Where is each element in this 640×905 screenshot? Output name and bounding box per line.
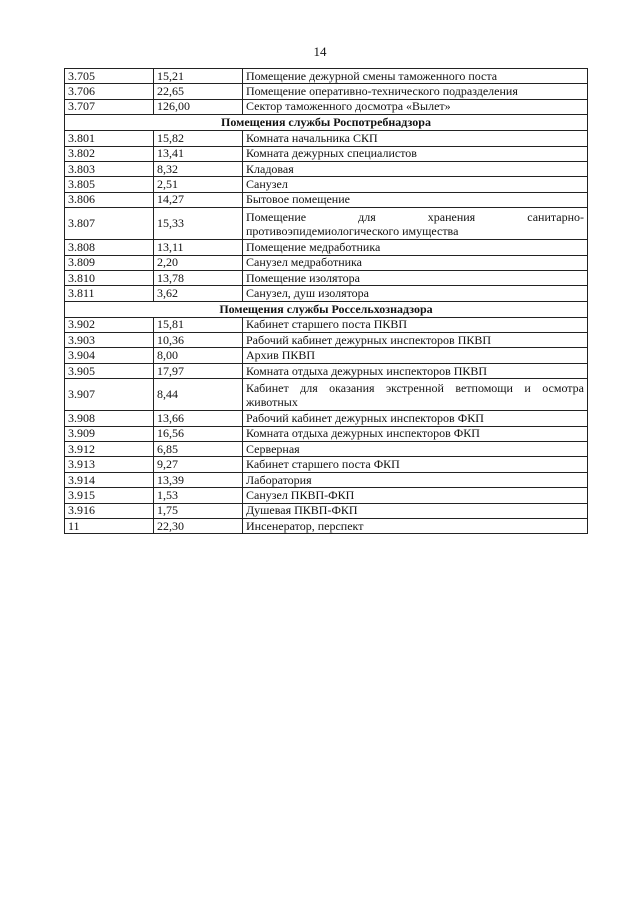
table-row: [65, 317, 588, 332]
room-name-cell: Кабинет старшего поста ПКВП: [243, 317, 588, 332]
room-code-cell: 3.915: [65, 488, 154, 503]
room-area-cell: 15,81: [154, 317, 243, 332]
table-row: [65, 69, 588, 84]
room-name-cell: Помещение оперативно-технического подразделения: [243, 84, 588, 99]
room-area-cell: 8,00: [154, 348, 243, 363]
room-code-cell: 3.907: [65, 379, 154, 411]
room-area-cell: 8,44: [154, 379, 243, 411]
room-area-cell: 9,27: [154, 457, 243, 472]
room-area-cell: 15,33: [154, 208, 243, 240]
table-row: [65, 240, 588, 255]
room-name-cell: Санузел: [243, 177, 588, 192]
table-row: [65, 503, 588, 518]
table-row: [65, 488, 588, 503]
room-area-cell: 17,97: [154, 363, 243, 378]
room-name-cell: Комната отдыха дежурных инспекторов ПКВП: [243, 363, 588, 378]
room-area-cell: 126,00: [154, 99, 243, 114]
room-area-cell: 2,51: [154, 177, 243, 192]
room-name-cell: Помещение для хранения санитарно-противоэпидемиологического имущества: [243, 208, 588, 240]
table-row: [65, 457, 588, 472]
section-title: Помещения службы Роспотребнадзора: [65, 115, 588, 131]
table-row: [65, 286, 588, 301]
rooms-table: [64, 68, 588, 534]
rooms-table-body: [65, 69, 588, 534]
table-row: [65, 208, 588, 240]
room-code-cell: 3.807: [65, 208, 154, 240]
room-code-cell: 3.903: [65, 333, 154, 348]
room-code-cell: 3.909: [65, 426, 154, 441]
room-code-cell: 3.706: [65, 84, 154, 99]
room-name-cell: Комната дежурных специалистов: [243, 146, 588, 161]
room-area-cell: 22,30: [154, 518, 243, 533]
room-name-cell: Комната начальника СКП: [243, 131, 588, 146]
room-name-cell: Инсенератор, перспект: [243, 518, 588, 533]
room-code-cell: 3.905: [65, 363, 154, 378]
room-area-cell: 13,11: [154, 240, 243, 255]
room-name-cell: Серверная: [243, 442, 588, 457]
room-name-cell: Душевая ПКВП-ФКП: [243, 503, 588, 518]
table-row: [65, 84, 588, 99]
room-name-cell: Санузел, душ изолятора: [243, 286, 588, 301]
room-code-cell: 3.705: [65, 69, 154, 84]
section-header-row: [65, 115, 588, 131]
room-code-cell: 3.810: [65, 270, 154, 285]
room-code-cell: 3.809: [65, 255, 154, 270]
room-area-cell: 1,75: [154, 503, 243, 518]
room-code-cell: 3.914: [65, 472, 154, 487]
room-area-cell: 8,32: [154, 161, 243, 176]
room-area-cell: 2,20: [154, 255, 243, 270]
room-name-cell: Рабочий кабинет дежурных инспекторов ФКП: [243, 411, 588, 426]
table-row: [65, 146, 588, 161]
table-row: [65, 348, 588, 363]
section-title: Помещения службы Россельхознадзора: [65, 301, 588, 317]
table-row: [65, 333, 588, 348]
room-name-cell: Помещение медработника: [243, 240, 588, 255]
room-name-cell: Санузел ПКВП-ФКП: [243, 488, 588, 503]
room-area-cell: 15,21: [154, 69, 243, 84]
room-area-cell: 13,41: [154, 146, 243, 161]
room-name-cell: Помещение изолятора: [243, 270, 588, 285]
room-area-cell: 10,36: [154, 333, 243, 348]
room-name-cell: Санузел медработника: [243, 255, 588, 270]
table-row: [65, 472, 588, 487]
room-name-cell: Бытовое помещение: [243, 192, 588, 207]
room-code-cell: 3.801: [65, 131, 154, 146]
room-name-cell: Кабинет для оказания экстренной ветпомощи и осмотра животных: [243, 379, 588, 411]
room-code-cell: 3.808: [65, 240, 154, 255]
table-row: [65, 177, 588, 192]
room-area-cell: 13,39: [154, 472, 243, 487]
room-code-cell: 11: [65, 518, 154, 533]
table-row: [65, 161, 588, 176]
room-area-cell: 15,82: [154, 131, 243, 146]
room-code-cell: 3.805: [65, 177, 154, 192]
table-row: [65, 131, 588, 146]
table-row: [65, 426, 588, 441]
room-area-cell: 16,56: [154, 426, 243, 441]
table-row: [65, 379, 588, 411]
room-area-cell: 6,85: [154, 442, 243, 457]
room-name-cell: Рабочий кабинет дежурных инспекторов ПКВП: [243, 333, 588, 348]
room-code-cell: 3.904: [65, 348, 154, 363]
room-area-cell: 13,78: [154, 270, 243, 285]
room-code-cell: 3.811: [65, 286, 154, 301]
table-row: [65, 192, 588, 207]
room-name-cell: Кладовая: [243, 161, 588, 176]
room-area-cell: 13,66: [154, 411, 243, 426]
room-area-cell: 1,53: [154, 488, 243, 503]
room-code-cell: 3.802: [65, 146, 154, 161]
room-code-cell: 3.707: [65, 99, 154, 114]
room-code-cell: 3.806: [65, 192, 154, 207]
table-row: [65, 99, 588, 114]
room-name-cell: Лаборатория: [243, 472, 588, 487]
room-code-cell: 3.913: [65, 457, 154, 472]
table-row: [65, 363, 588, 378]
room-code-cell: 3.908: [65, 411, 154, 426]
room-name-cell: Архив ПКВП: [243, 348, 588, 363]
room-code-cell: 3.803: [65, 161, 154, 176]
table-row: [65, 518, 588, 533]
room-code-cell: 3.902: [65, 317, 154, 332]
room-area-cell: 14,27: [154, 192, 243, 207]
table-row: [65, 442, 588, 457]
section-header-row: [65, 301, 588, 317]
room-name-cell: Помещение дежурной смены таможенного поста: [243, 69, 588, 84]
table-row: [65, 411, 588, 426]
room-area-cell: 3,62: [154, 286, 243, 301]
table-row: [65, 255, 588, 270]
page-number: 14: [313, 44, 327, 59]
table-row: [65, 270, 588, 285]
room-area-cell: 22,65: [154, 84, 243, 99]
room-code-cell: 3.916: [65, 503, 154, 518]
room-name-cell: Сектор таможенного досмотра «Вылет»: [243, 99, 588, 114]
room-code-cell: 3.912: [65, 442, 154, 457]
room-name-cell: Комната отдыха дежурных инспекторов ФКП: [243, 426, 588, 441]
room-name-cell: Кабинет старшего поста ФКП: [243, 457, 588, 472]
